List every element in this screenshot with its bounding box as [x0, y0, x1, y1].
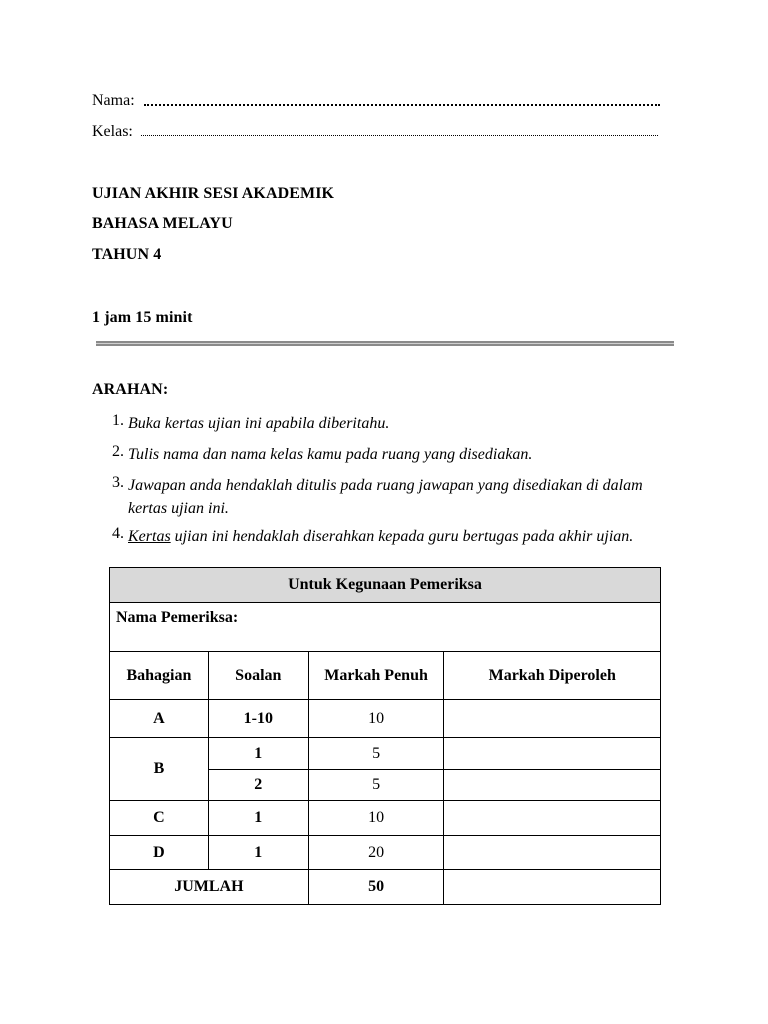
- year-title: TAHUN 4: [92, 246, 162, 263]
- column-header-full-marks: Markah Penuh: [308, 652, 444, 700]
- duration: 1 jam 15 minit: [92, 309, 193, 326]
- column-header-obtained-marks: Markah Diperoleh: [444, 652, 661, 700]
- instructions-heading: ARAHAN:: [92, 381, 169, 398]
- question-cell: 1: [208, 836, 308, 870]
- question-cell: 1-10: [208, 700, 308, 738]
- question-cell: 1: [208, 801, 308, 836]
- instruction-text: Buka kertas ujian ini apabila diberitahu.: [128, 415, 390, 432]
- full-marks-cell: 5: [308, 738, 444, 770]
- instruction-number: 1.: [112, 412, 124, 429]
- column-header-section: Bahagian: [110, 652, 209, 700]
- full-marks-cell: 5: [308, 770, 444, 801]
- obtained-marks-cell[interactable]: [444, 801, 661, 836]
- table-title: Untuk Kegunaan Pemeriksa: [110, 568, 661, 603]
- instruction-text: Jawapan anda hendaklah ditulis pada ruang jawapan yang disediakan di dalam kertas ujian ini.: [128, 477, 643, 517]
- total-row: [110, 870, 661, 905]
- class-field-line[interactable]: [141, 135, 658, 136]
- column-header-question: Soalan: [208, 652, 308, 700]
- table-row: [110, 836, 661, 870]
- instruction-number: 3.: [112, 474, 124, 491]
- instruction-text: Tulis nama dan nama kelas kamu pada ruang yang disediakan.: [128, 446, 533, 463]
- examiner-marks-table: [109, 567, 661, 905]
- total-label: JUMLAH: [110, 870, 309, 905]
- section-cell: C: [110, 801, 209, 836]
- separator-rule: [96, 341, 674, 346]
- table-row: [110, 700, 661, 738]
- total-full-marks: 50: [308, 870, 444, 905]
- full-marks-cell: 10: [308, 700, 444, 738]
- subject-title: BAHASA MELAYU: [92, 215, 233, 232]
- obtained-marks-cell[interactable]: [444, 738, 661, 770]
- obtained-marks-cell[interactable]: [444, 770, 661, 801]
- full-marks-cell: 10: [308, 801, 444, 836]
- name-field-line[interactable]: [144, 104, 660, 106]
- full-marks-cell: 20: [308, 836, 444, 870]
- question-cell: 2: [208, 770, 308, 801]
- obtained-marks-cell[interactable]: [444, 700, 661, 738]
- instruction-text: Kertas ujian ini hendaklah diserahkan kepada guru bertugas pada akhir ujian.: [128, 528, 634, 545]
- question-cell: 1: [208, 738, 308, 770]
- exam-title: UJIAN AKHIR SESI AKADEMIK: [92, 185, 335, 202]
- total-obtained-marks[interactable]: [444, 870, 661, 905]
- examiner-name-cell[interactable]: Nama Pemeriksa:: [110, 603, 661, 652]
- section-cell: B: [110, 738, 209, 801]
- instruction-number: 4.: [112, 525, 124, 542]
- table-row: [110, 801, 661, 836]
- obtained-marks-cell[interactable]: [444, 836, 661, 870]
- table-row: [110, 738, 661, 770]
- class-label: Kelas:: [92, 123, 133, 140]
- section-cell: A: [110, 700, 209, 738]
- instruction-number: 2.: [112, 443, 124, 460]
- section-cell: D: [110, 836, 209, 870]
- name-label: Nama:: [92, 92, 135, 109]
